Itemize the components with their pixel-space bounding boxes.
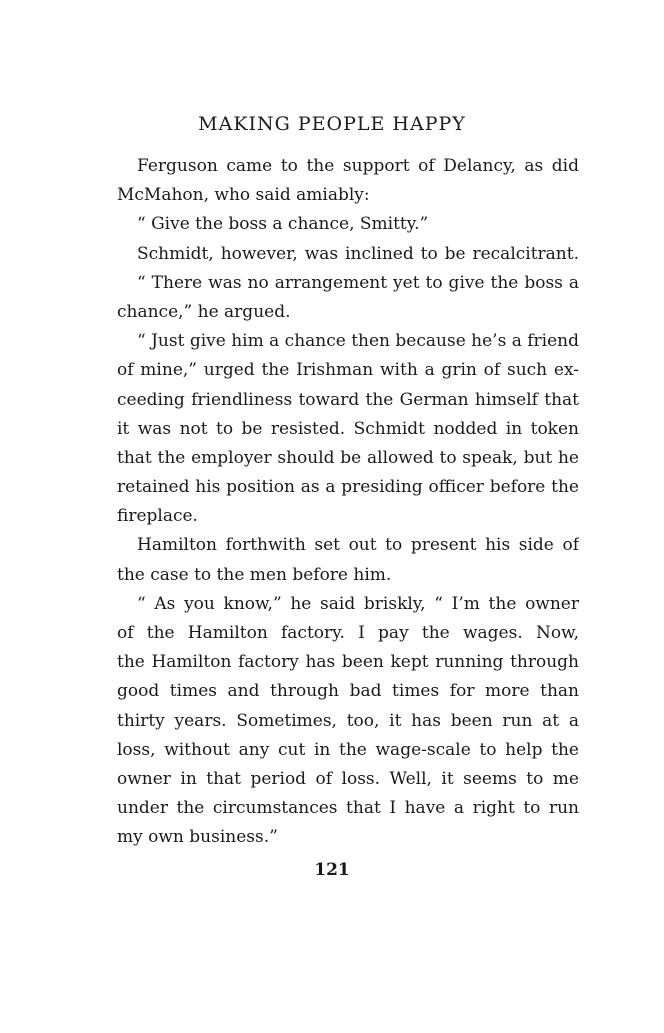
text-line: owner in that period of loss. Well, it seems to me	[117, 768, 579, 789]
text-line: McMahon, who said amiably:	[117, 185, 370, 206]
text-line: good times and through bad times for more than	[117, 681, 579, 702]
text-line: fireplace.	[117, 506, 198, 527]
text-line: loss, without any cut in the wage-scale to help the	[117, 739, 579, 760]
text-line: thirty years. Sometimes, too, it has been run at a	[117, 710, 579, 731]
text-line: of the Hamilton factory. I pay the wages. Now,	[117, 623, 579, 643]
running-title: MAKING PEOPLE HAPPY	[198, 113, 466, 135]
text-line: Ferguson came to the support of Delancy, as did	[137, 156, 579, 176]
text-line: “ There was no arrangement yet to give the boss a	[137, 272, 579, 293]
text-line: “ Just give him a chance then because he’s a friend	[137, 331, 579, 352]
page-number: 121	[314, 860, 350, 880]
text-line: Hamilton forthwith set out to present his side of	[137, 535, 579, 556]
text-line: it was not to be resisted. Schmidt nodded in token	[117, 418, 579, 439]
text-line: my own business.”	[117, 827, 278, 848]
text-line: the case to the men before him.	[117, 564, 392, 585]
text-line: “ Give the boss a chance, Smitty.”	[137, 214, 429, 235]
text-line: “ As you know,” he said briskly, “ I’m the owner	[137, 593, 579, 614]
body-text	[117, 152, 579, 853]
text-line: ceeding friendliness toward the German himself that	[117, 389, 579, 410]
text-line: Schmidt, however, was inclined to be recalcitrant.	[137, 243, 579, 264]
text-line: retained his position as a presiding officer before the	[117, 477, 579, 498]
text-line: of mine,” urged the Irishman with a grin of such ex-	[117, 360, 579, 381]
text-line: that the employer should be allowed to speak, but he	[117, 447, 579, 468]
text-line: the Hamilton factory has been kept running through	[117, 652, 579, 673]
text-line: under the circumstances that I have a right to run	[117, 798, 579, 819]
text-line: chance,” he argued.	[117, 301, 291, 322]
